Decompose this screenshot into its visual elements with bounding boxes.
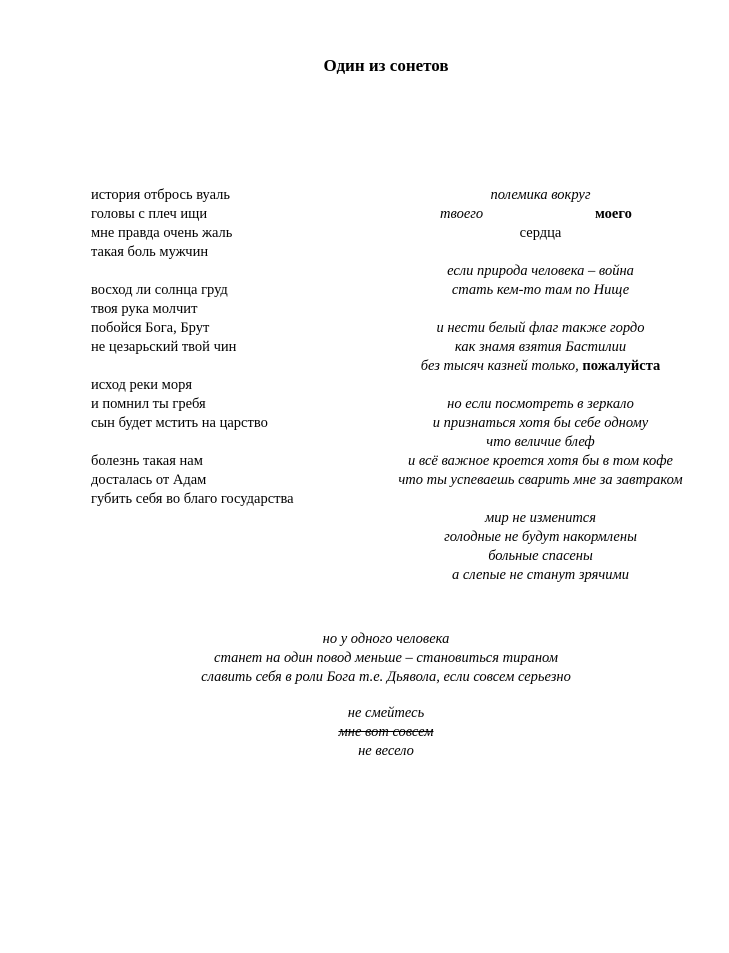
right-line-emphasis — [330, 357, 729, 376]
right-line: а слепые не станут зрячими — [451, 567, 629, 583]
right-line: если природа человека – война — [447, 263, 634, 279]
right-column — [330, 186, 729, 585]
right-line: сердца — [519, 225, 562, 241]
closing-stanza — [0, 630, 729, 761]
right-line: голодные не будут накормлены — [444, 529, 637, 545]
footer-line: но у одного человека — [322, 631, 450, 647]
left-line: история отбрось вуаль — [91, 187, 231, 203]
footer-line: не смейтесь — [347, 705, 425, 721]
right-line: и нести белый флаг также гордо — [436, 320, 645, 336]
page-title: Один из сонетов — [323, 56, 449, 75]
left-line: исход реки моря — [91, 377, 192, 393]
stanza-gap — [330, 490, 729, 509]
stanza-gap — [330, 376, 729, 395]
left-line: сын будет мстить на царство — [91, 415, 268, 431]
right-word-mine: моего — [595, 206, 632, 222]
right-line-bold-word: пожалуйста — [582, 358, 661, 374]
left-line: губить себя во благо государства — [91, 491, 294, 507]
stanza-gap — [0, 687, 729, 704]
right-line: что ты успеваешь сварить мне за завтраком — [398, 472, 683, 488]
left-line: побойся Бога, Брут — [91, 320, 210, 336]
left-line: и помнил ты гребя — [91, 396, 206, 412]
footer-line: славить себя в роли Бога т.е. Дьявола, если совсем серьезно — [201, 669, 571, 685]
stanza-gap — [330, 300, 729, 319]
right-line: что величие блеф — [486, 434, 595, 450]
left-line: такая боль мужчин — [91, 244, 209, 260]
left-line: досталась от Адам — [91, 472, 207, 488]
right-line-part: без тысяч казней только, — [420, 358, 579, 374]
left-line: болезнь такая нам — [91, 453, 203, 469]
left-line: не цезарьский твой чин — [91, 339, 237, 355]
right-word-yours: твоего — [440, 206, 484, 222]
left-line: твоя рука молчит — [91, 301, 198, 317]
left-line: головы с плеч ищи — [91, 206, 208, 222]
right-line: полемика вокруг — [490, 187, 591, 203]
stanza-gap — [330, 243, 729, 262]
footer-line-struck: мне вот совсем — [338, 724, 434, 740]
right-line: стать кем-то там по Нище — [451, 282, 630, 298]
left-line: восход ли солнца груд — [91, 282, 228, 298]
right-line: и признаться хотя бы себе одному — [432, 415, 649, 431]
left-line: мне правда очень жаль — [91, 225, 233, 241]
right-line-split — [330, 205, 729, 224]
footer-line: не весело — [358, 743, 414, 759]
right-line: но если посмотреть в зеркало — [447, 396, 634, 412]
right-line: мир не изменится — [485, 510, 596, 526]
right-line: и всё важное кроется хотя бы в том кофе — [408, 453, 673, 469]
right-line: больные спасены — [488, 548, 593, 564]
right-line: как знамя взятия Бастилии — [454, 339, 627, 355]
footer-line: станет на один повод меньше – становиться тираном — [214, 650, 558, 666]
